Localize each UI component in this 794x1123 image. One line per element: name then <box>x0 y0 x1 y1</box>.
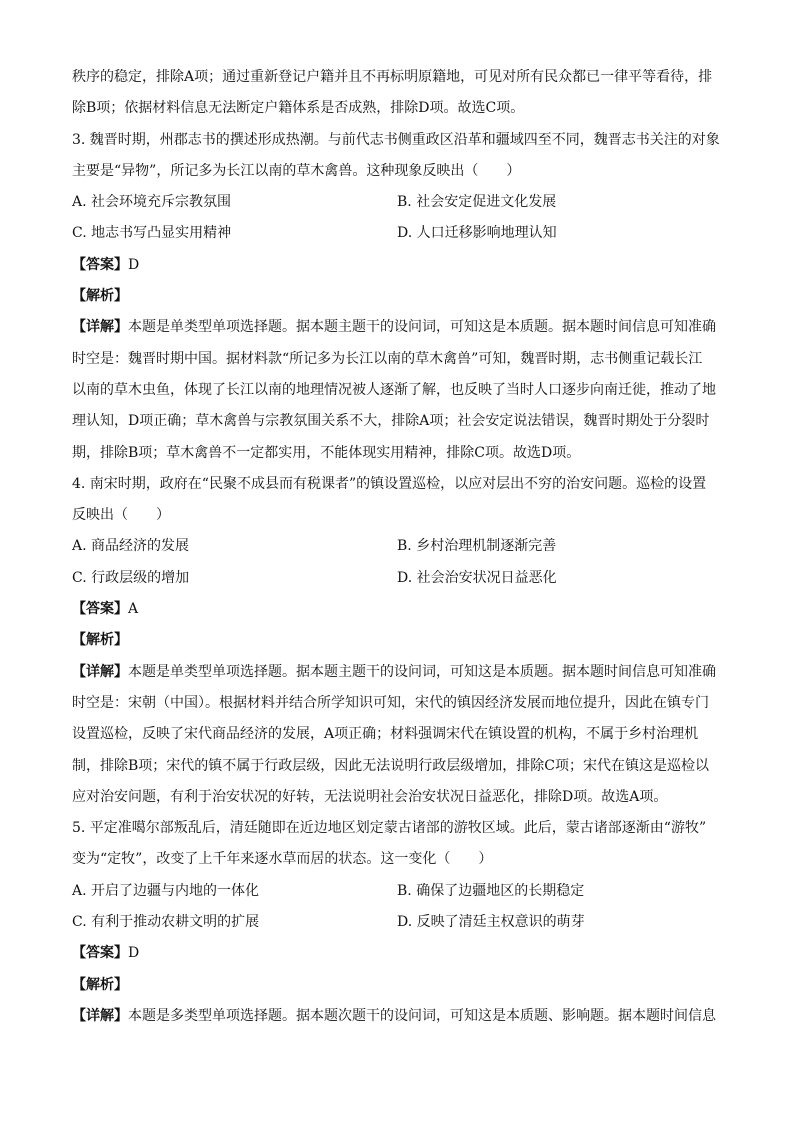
q5-detail-text-1: 本题是多类型单项选择题。据本题次题干的设问词，可知这是本质题、影响题。据本题时间信息 <box>128 1007 716 1024</box>
q3-option-a: A. 社会环境充斥宗教氛围 <box>72 194 232 211</box>
q5-stem-line-2: 变为“定牧”，改变了上千年来逐水草而居的状态。这一变化（ ） <box>72 851 493 868</box>
q4-answer-value: A <box>128 601 139 618</box>
question-4 <box>72 469 724 813</box>
q3-options-row-1 <box>72 187 724 218</box>
q3-detail-line-3: 以南的草木虫鱼，体现了长江以南的地理情况被人逐渐了解，也反映了当时人口逐步向南迁徙，推动了地 <box>72 381 716 398</box>
document-page <box>72 62 724 1032</box>
q3-detail-line-4: 理认知，D项正确；草木禽兽与宗教氛围关系不大，排除A项；社会安定说法错误，魏晋时期处于分裂时 <box>72 413 710 430</box>
q4-detail-line-4: 制，排除B项；宋代的镇不属于行政层级，因此无法说明行政层级增加，排除C项；宋代在镇这是巡检以 <box>72 757 709 774</box>
q4-option-c: C. 行政层级的增加 <box>72 569 190 586</box>
q3-stem-line-1: 3. 魏晋时期，州郡志书的撰述形成热潮。与前代志书侧重政区沿革和疆域四至不同，魏晋志书关注的对象 <box>72 131 720 148</box>
q3-detail-tag: 【详解】 <box>72 319 128 336</box>
q3-answer-value: D <box>128 256 140 273</box>
q3-options-row-2 <box>72 218 724 249</box>
q5-option-d: D. 反映了清廷主权意识的萌芽 <box>397 914 585 931</box>
q3-analysis-tag: 【解析】 <box>72 288 128 305</box>
q3-option-b: B. 社会安定促进文化发展 <box>397 194 557 211</box>
intro-line-1: 秩序的稳定，排除A项；通过重新登记户籍并且不再标明原籍地，可见对所有民众都已一律平等看待，排 <box>72 69 713 85</box>
q5-detail-tag: 【详解】 <box>72 1007 128 1024</box>
q5-option-a: A. 开启了边疆与内地的一体化 <box>72 882 260 899</box>
q4-detail-text-1: 本题是单类型单项选择题。据本题主题干的设问词，可知这是本质题。据本题时间信息可知准确 <box>128 663 716 680</box>
q3-detail-line-2: 时空是：魏晋时期中国。据材料款“所记多为长江以南的草木禽兽”可知，魏晋时期，志书侧重记载长江 <box>72 350 703 367</box>
q3-option-d: D. 人口迁移影响地理认知 <box>397 225 557 242</box>
q5-answer-tag: 【答案】 <box>72 945 128 962</box>
q3-detail-line-1 <box>72 312 724 343</box>
q4-options-row-1 <box>72 531 724 562</box>
q4-option-d: D. 社会治安状况日益恶化 <box>397 569 557 586</box>
q3-answer <box>72 250 724 281</box>
q5-options-row-2 <box>72 907 724 938</box>
q5-stem-line-1: 5. 平定准噶尔部叛乱后，清廷随即在近边地区划定蒙古诸部的游牧区域。此后，蒙古诸部逐渐由“游牧” <box>72 820 707 837</box>
q4-analysis-tag: 【解析】 <box>72 632 128 649</box>
q3-detail-text-1: 本题是单类型单项选择题。据本题主题干的设问词，可知这是本质题。据本题时间信息可知准确 <box>128 319 716 336</box>
q5-answer <box>72 938 724 969</box>
q4-detail-line-1 <box>72 657 724 688</box>
q5-options-row-1 <box>72 876 724 907</box>
q4-detail-line-2: 时空是：宋朝（中国）。根据材料并结合所学知识可知，宋代的镇因经济发展而地位提升，因此在镇专门 <box>72 694 709 711</box>
q4-stem-line-1: 4. 南宋时期，政府在“民聚不成县而有税课者”的镇设置巡检，以应对层出不穷的治安问题。巡检的设置 <box>72 475 707 492</box>
question-5 <box>72 813 724 1032</box>
q5-detail-line-1 <box>72 1001 724 1032</box>
q5-analysis-tag: 【解析】 <box>72 976 128 993</box>
q5-option-b: B. 确保了边疆地区的长期稳定 <box>397 882 585 899</box>
q4-detail-tag: 【详解】 <box>72 663 128 680</box>
intro-line-2: 除B项；依据材料信息无法断定户籍体系是否成熟，排除D项。故选C项。 <box>72 100 525 117</box>
q4-stem-line-2: 反映出（ ） <box>72 507 170 524</box>
q4-detail-line-3: 设置巡检，反映了宋代商品经济的发展，A项正确；材料强调宋代在镇设置的机构，不属于乡村治理机 <box>72 726 699 743</box>
q4-answer-tag: 【答案】 <box>72 601 128 618</box>
q4-options-row-2 <box>72 563 724 594</box>
q3-detail-line-5: 期，排除B项；草木禽兽不一定都实用，不能体现实用精神，排除C项。故选D项。 <box>72 444 581 461</box>
q3-option-c: C. 地志书写凸显实用精神 <box>72 225 232 242</box>
q3-answer-tag: 【答案】 <box>72 256 128 273</box>
q4-option-a: A. 商品经济的发展 <box>72 538 190 555</box>
q3-stem-line-2: 主要是“异物”，所记多为长江以南的草木禽兽。这种现象反映出（ ） <box>72 162 521 179</box>
q4-answer <box>72 594 724 625</box>
q5-answer-value: D <box>128 945 140 962</box>
q5-option-c: C. 有利于推动农耕文明的扩展 <box>72 914 260 931</box>
q4-option-b: B. 乡村治理机制逐渐完善 <box>397 538 557 555</box>
q4-detail-line-5: 应对治安问题，有利于治安状况的好转，无法说明社会治安状况日益恶化，排除D项。故选A项。 <box>72 788 668 805</box>
question-3 <box>72 125 724 469</box>
